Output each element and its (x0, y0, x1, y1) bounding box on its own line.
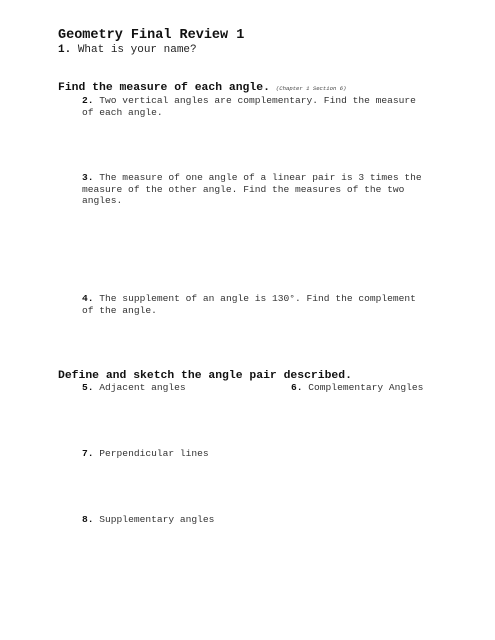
question-1-number: 1. (58, 44, 72, 56)
question-2-number: 2. (82, 95, 94, 106)
section-2-heading: Define and sketch the angle pair described. (58, 370, 352, 382)
question-4-number: 4. (82, 293, 94, 304)
question-5-text: Adjacent angles (99, 382, 186, 393)
question-8-number: 8. (82, 514, 94, 525)
question-7 (82, 448, 209, 460)
question-8-text: Supplementary angles (99, 514, 215, 525)
question-1-text: What is your name? (77, 44, 197, 56)
question-2 (82, 95, 416, 118)
question-2-line-1: Two vertical angles are complementary. Find the measure (99, 95, 416, 106)
question-3-line-3: angles. (82, 195, 123, 206)
section-1-heading: Find the measure of each angle. (58, 82, 270, 94)
question-4-line-2: of the angle. (82, 304, 157, 316)
question-4-line-1: The supplement of an angle is 130°. Find the complement (99, 293, 416, 304)
question-7-number: 7. (82, 448, 94, 459)
question-7-text: Perpendicular lines (99, 448, 209, 459)
question-1 (58, 44, 197, 56)
question-6 (291, 382, 423, 394)
question-6-number: 6. (291, 382, 303, 393)
section-heading-measure (58, 82, 346, 94)
question-3-line-1: The measure of one angle of a linear pair is 3 times the (99, 172, 422, 183)
page-title: Geometry Final Review 1 (58, 28, 245, 43)
question-3-line-2: measure of the other angle. Find the measures of the two (82, 183, 405, 195)
question-5 (82, 382, 186, 394)
question-3 (82, 172, 422, 207)
question-6-text: Complementary Angles (308, 382, 424, 393)
question-5-number: 5. (82, 382, 94, 393)
question-8 (82, 514, 214, 526)
question-4 (82, 293, 416, 316)
question-3-number: 3. (82, 172, 94, 183)
section-1-note: (Chapter 1 Section 6) (275, 85, 347, 92)
question-2-line-2: of each angle. (82, 106, 163, 118)
